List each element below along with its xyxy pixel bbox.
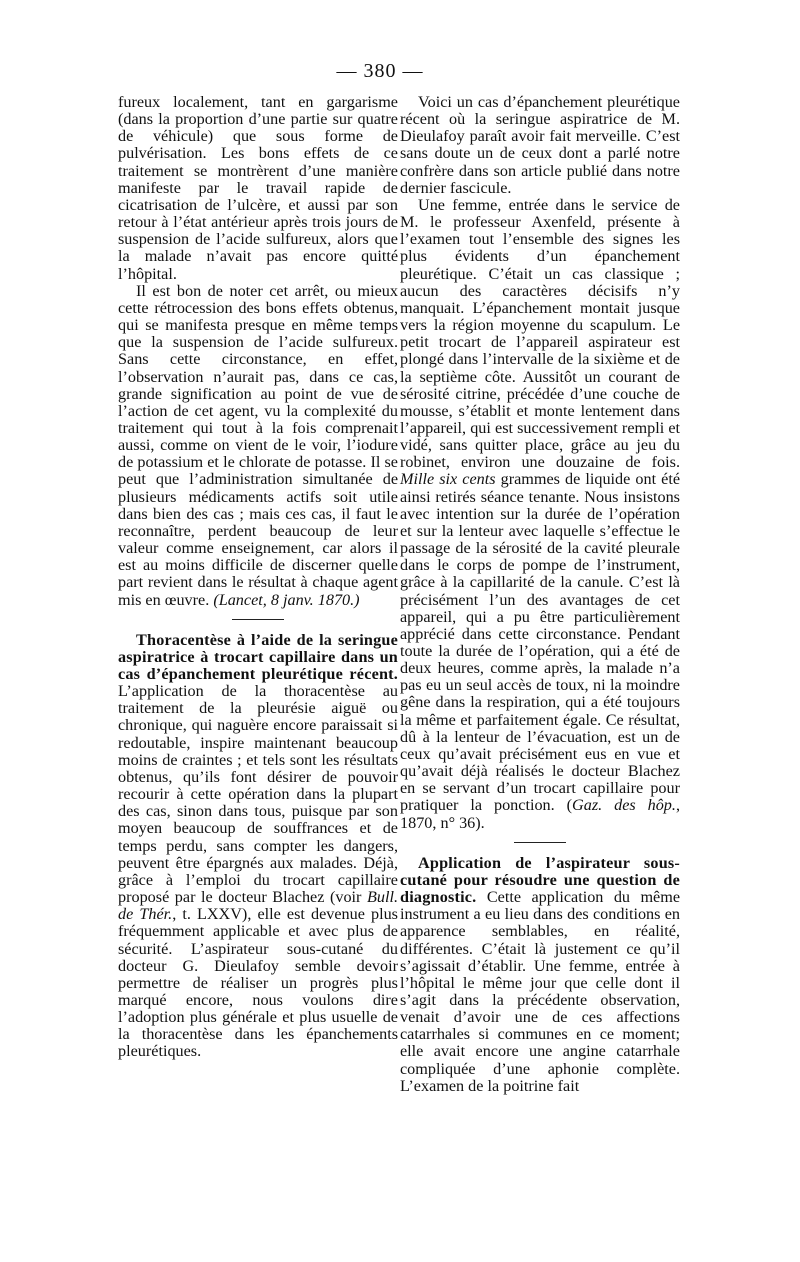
left-column <box>118 94 398 1061</box>
source-journal: Gaz. des hôp. <box>572 796 676 815</box>
section-divider <box>514 842 566 843</box>
paragraph <box>118 283 398 609</box>
paragraph-text: Il est bon de noter cet arrêt, ou mieux cette rétrocession des bons effets obtenus, qui se manifesta presque en même temps que la suspension de l’acide sulfureux. Sans cette circonstance, en effet, l’observation n’aurait pas, dans ce cas, grande signification au point de vue de l’action de cet agent, vu la complexité du traitement qui tout à la fois comprenait aussi, comme on vient de le voir, l’iodure de potassium et le chlorate de potasse. Il se peut que l’administration simultanée de plusieurs médicaments actifs soit utile dans bien des cas ; mais ces cas, il faut le reconnaître, perdent beaucoup de leur valeur comme enseignement, car alors il est au moins difficile de discerner quelle part revient dans le résultat à chaque agent mis en œuvre. <box>118 281 398 609</box>
section-paragraph <box>118 632 398 1061</box>
emphasis: Mille six cents <box>400 470 496 489</box>
paragraph-text: Une femme, entrée dans le service de M. le professeur Axenfeld, présente à l’examen tout l’ensemble des signes les plus évidents d’un épanchement pleurétique. C’était un cas classique ; aucun des caractères décisifs n’y manquait. L’épanchement montait jusque vers la région moyenne du scapulum. Le petit trocart de l’appareil aspirateur est plongé dans l’intervalle de la sixième et de la septième côte. Aussitôt un courant de sérosité citrine, précédée d’une couche de mousse, s’établit et monte lentement dans l’appareil, qui est successivement rempli et vidé, sans quitter place, grâce au jeu du robinet, environ une douzaine de fois. <box>400 195 680 472</box>
section-text-continued: , t. LXXV), elle est devenue plus fréquemment applicable et avec plus de sécurité. L’aspirateur sous-cutané du docteur G. Dieulafoy semble devoir permettre de réaliser un progrès plus marqué encore, nous voulons dire l’adoption plus générale et plus usuelle de la thoracentèse dans les épanchements pleurétiques. <box>118 905 398 1061</box>
paragraph-text-continued: grammes de liquide ont été ainsi retirés séance tenante. Nous insistons avec intention sur la durée de l’opération et sur la lenteur avec laquelle s’effectue le passage de la sérosité de la cavité pleurale dans le corps de pompe de l’instrument, grâce à la capillarité de la canule. C’est là précisément l’un des avantages de cet appareil, qui a pu être particulièrement apprécié dans cette circonstance. Pendant toute la durée de l’opération, qui a été de deux heures, comme après, la malade n’a pas eu un seul accès de toux, ni la moindre gêne dans la respiration, qui a été toujours la même et parfaitement égale. Ce résultat, dû à la lenteur de l’évacuation, est un de ceux qu’avait précisément eus en vue et qu’avait déjà réalisés le docteur Blachez en se servant d’un trocart capillaire pour pratiquer la ponction. <box>400 470 681 815</box>
right-column <box>400 94 680 1095</box>
section-paragraph <box>400 855 680 1095</box>
source-citation: (Lancet, 8 janv. 1870.) <box>213 590 360 609</box>
section-text: L’application de la thoracentèse au traitement de la pleurésie aiguë ou chronique, qui naguère encore paraissait si redoutable, inspire maintenant beaucoup moins de craintes ; et tels sont les résultats obtenus, qu’ils font désirer de pouvoir recourir à cette opération dans la plupart des cas, sinon dans tous, puisque par son moyen beaucoup de souffrances et de temps perdu, sans compter les dangers, peuvent être épargnés aux malades. Déjà, grâce à l’emploi du trocart capillaire proposé par le docteur Blachez (voir <box>118 682 398 907</box>
paragraph: fureux localement, tant en gargarisme (dans la proportion d’une partie sur quatre de véhicule) que sous forme de pulvérisation. Les bons effets de ce traitement se montrèrent d’une manière manifeste par le travail rapide de cicatrisation de l’ulcère, et aussi par son retour à l’état antérieur après trois jours de suspension de l’acide sulfureux, alors que la malade n’avait pas encore quitté l’hôpital. <box>118 93 398 283</box>
source-rest: , 1870, n° 36). <box>400 796 680 832</box>
page-number: — 380 — <box>336 60 424 82</box>
paragraph <box>400 197 680 832</box>
section-title: Thoracentèse à l’aide de la seringue aspiratrice à trocart capillaire dans un cas d’épanchement pleurétique récent. <box>118 630 398 683</box>
paragraph: Voici un cas d’épanchement pleurétique récent où la seringue aspiratrice de M. Dieulafoy paraît avoir fait merveille. C’est sans doute un de ceux dont a parlé notre confrère dans son article publié dans notre dernier fascicule. <box>400 93 680 197</box>
section-title: Application de l’aspirateur sous-cutané pour résoudre une question de diagnostic. <box>400 853 680 907</box>
reference-citation: Bull. de Thér. <box>118 888 399 924</box>
section-text: Cette application du même instrument a eu lieu dans des conditions en apparence semblables, en réalité, différentes. C’était là justement ce qu’il s’agissait d’établir. Une femme, entrée à l’hôpital le même jour que celle dont il s’agit dans la précédente observation, venait d’avoir une de ces affections catarrhales si communes en ce moment; elle avait encore une angine catarrhale compliquée d’une aphonie complète. L’examen de la poitrine fait <box>400 888 681 1095</box>
source-open: ( <box>566 796 573 815</box>
section-divider <box>232 619 284 620</box>
